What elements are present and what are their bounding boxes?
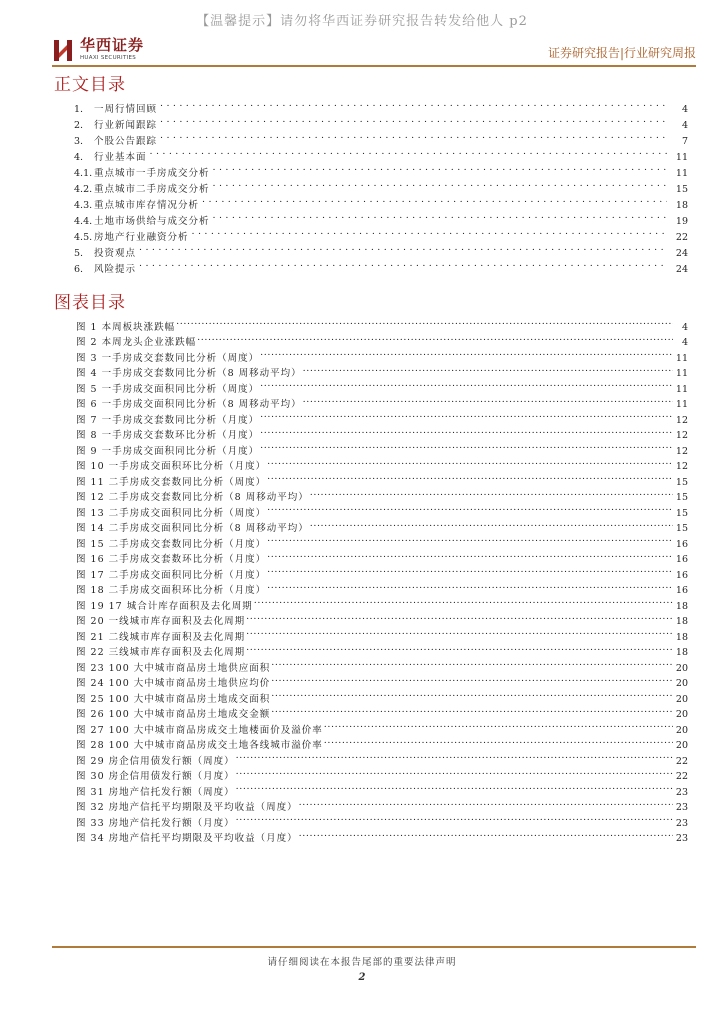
logo-chinese-name: 华西证券 <box>80 36 145 55</box>
figure-entry-label: 图 20 一线城市库存面积及去化周期 <box>76 616 246 627</box>
figure-index-list <box>76 314 688 844</box>
figure-entry-page: 20 <box>675 662 688 674</box>
toc-entry-label: 风险提示 <box>94 264 137 275</box>
figure-entry-page: 22 <box>675 755 688 767</box>
figure-entry-label: 图 33 房地产信托发行额（月度） <box>76 817 235 829</box>
figure-entry-label: 图 32 房地产信托平均期限及平均收益（周度） <box>76 802 298 813</box>
dot-leader <box>213 208 667 224</box>
figure-entry-page: 12 <box>675 445 688 457</box>
dot-leader <box>260 438 673 454</box>
dot-leader <box>176 314 673 330</box>
figure-entry-page: 11 <box>675 383 688 395</box>
figure-entry-page: 4 <box>681 321 688 333</box>
figure-entry-label: 图 18 二手房成交面积环比分析（月度） <box>76 585 267 596</box>
dot-leader <box>260 345 673 361</box>
dot-leader <box>246 640 673 656</box>
toc-entry[interactable] <box>74 128 688 147</box>
figure-index-title: 图表目录 <box>54 293 126 313</box>
dot-leader <box>246 609 673 625</box>
dot-leader <box>271 655 673 671</box>
figure-entry-page: 12 <box>675 430 688 441</box>
dot-leader <box>303 361 673 377</box>
figure-entry-page: 23 <box>675 802 688 813</box>
toc-entry-page: 18 <box>675 200 688 211</box>
figure-entry-page: 20 <box>675 724 688 736</box>
figure-entry-page: 18 <box>675 600 688 612</box>
dot-leader <box>236 748 673 764</box>
figure-entry-page: 20 <box>675 740 688 751</box>
legal-disclaimer: 请仔细阅读在本报告尾部的重要法律声明 <box>267 957 457 968</box>
toc-entry-page: 22 <box>675 232 688 243</box>
toc-entry-number: 4.5. <box>74 232 93 243</box>
figure-entry-label: 图 1 本周板块涨跌幅 <box>76 321 176 333</box>
figure-entry-page: 18 <box>675 631 688 643</box>
figure-entry-label: 图 4 一手房成交套数同比分析（8 周移动平均） <box>76 368 302 379</box>
figure-entry-page: 4 <box>681 337 688 348</box>
toc-entry[interactable] <box>74 96 688 115</box>
figure-entry-label: 图 13 二手房成交面积同比分析（周度） <box>76 507 267 519</box>
toc-entry-label: 房地产行业融资分析 <box>94 232 189 243</box>
dot-leader <box>267 578 673 594</box>
figure-entry-page: 16 <box>675 538 688 550</box>
figure-entry-label: 图 19 17 城合计库存面积及去化周期 <box>76 600 253 612</box>
figure-entry-label: 图 23 100 大中城市商品房土地供应面积 <box>76 662 271 674</box>
figure-entry-label: 图 7 一手房成交套数同比分析（月度） <box>76 414 260 426</box>
report-type-label: 证券研究报告|行业研究周报 <box>547 46 696 60</box>
company-logo <box>52 36 144 64</box>
figure-entry-label: 图 6 一手房成交面积同比分析（8 周移动平均） <box>76 399 302 410</box>
figure-entry-page: 15 <box>675 476 688 488</box>
figure-entry-label: 图 14 二手房成交面积同比分析（8 周移动平均） <box>76 523 309 534</box>
figure-entry-page: 12 <box>675 461 688 472</box>
dot-leader <box>267 454 673 470</box>
toc-entry-page: 24 <box>675 248 688 259</box>
dot-leader <box>271 671 673 687</box>
figure-entry-page: 23 <box>675 817 688 829</box>
figure-entry-label: 图 26 100 大中城市商品房土地成交金额 <box>76 709 271 720</box>
dot-leader <box>310 516 673 532</box>
figure-entry-page: 12 <box>675 414 688 426</box>
figure-entry-label: 图 17 二手房成交面积同比分析（月度） <box>76 569 267 581</box>
figure-entry[interactable] <box>76 314 688 333</box>
figure-entry-page: 23 <box>675 786 688 798</box>
dot-leader <box>139 256 667 272</box>
forwarding-notice: 【温馨提示】请勿将华西证券研究报告转发给他人 p2 <box>196 14 528 29</box>
toc-list <box>74 96 688 275</box>
toc-entry-label: 一周行情回顾 <box>94 104 158 115</box>
toc-entry[interactable] <box>74 112 688 131</box>
dot-leader <box>267 469 673 485</box>
figure-entry-label: 图 24 100 大中城市商品房土地供应均价 <box>76 678 271 689</box>
logo-english-name: HUAXI SECURITIES <box>80 55 137 62</box>
dot-leader <box>271 702 673 718</box>
figure-entry-label: 图 10 一手房成交面积环比分析（月度） <box>76 461 267 472</box>
figure-entry-page: 15 <box>675 507 688 519</box>
figure-entry-page: 15 <box>675 523 688 534</box>
figure-entry-page: 16 <box>675 554 688 565</box>
figure-entry-page: 20 <box>675 709 688 720</box>
dot-leader <box>299 826 673 842</box>
page-header <box>52 36 696 64</box>
dot-leader <box>254 593 673 609</box>
toc-entry[interactable] <box>74 256 688 275</box>
dot-leader <box>324 733 673 749</box>
dot-leader <box>236 764 673 780</box>
toc-entry-page: 24 <box>675 264 688 275</box>
huaxi-logo-icon <box>52 37 74 63</box>
toc-entry-label: 个股公告跟踪 <box>94 136 158 147</box>
dot-leader <box>160 96 667 112</box>
figure-entry-page: 18 <box>675 647 688 658</box>
toc-entry-number: 4.3. <box>74 200 93 211</box>
footer-divider <box>52 946 696 948</box>
figure-entry-label: 图 34 房地产信托平均期限及平均收益（月度） <box>76 833 298 844</box>
toc-entry-number: 6. <box>74 264 84 275</box>
dot-leader <box>202 192 667 208</box>
page-number: 2 <box>358 972 366 983</box>
toc-entry-number: 4. <box>74 152 84 163</box>
dot-leader <box>303 392 673 408</box>
dot-leader <box>267 531 673 547</box>
dot-leader <box>150 144 667 160</box>
toc-entry-label: 重点城市一手房成交分析 <box>94 168 210 179</box>
toc-entry-number: 2. <box>74 120 84 131</box>
dot-leader <box>160 128 667 144</box>
figure-entry-page: 18 <box>675 616 688 627</box>
toc-entry-number: 4.4. <box>74 216 93 227</box>
dot-leader <box>260 423 673 439</box>
dot-leader <box>160 112 667 128</box>
figure-entry-label: 图 3 一手房成交套数同比分析（周度） <box>76 352 260 364</box>
dot-leader <box>267 562 673 578</box>
header-divider <box>52 65 696 67</box>
figure-entry-page: 11 <box>675 352 688 364</box>
dot-leader <box>213 176 667 192</box>
dot-leader <box>236 810 673 826</box>
dot-leader <box>236 779 673 795</box>
figure-entry-page: 11 <box>675 368 688 379</box>
figure-entry-label: 图 30 房企信用债发行额（月度） <box>76 771 235 782</box>
figure-entry-page: 23 <box>675 833 688 844</box>
toc-entry-page: 19 <box>675 216 688 227</box>
figure-entry-page: 20 <box>675 678 688 689</box>
figure-entry-label: 图 22 三线城市库存面积及去化周期 <box>76 647 246 658</box>
figure-entry-page: 20 <box>675 693 688 705</box>
toc-entry-page: 11 <box>675 152 688 163</box>
dot-leader <box>299 795 673 811</box>
figure-entry-label: 图 27 100 大中城市商品房成交土地楼面价及溢价率 <box>76 724 323 736</box>
toc-title: 正文目录 <box>54 75 126 95</box>
figure-entry-label: 图 9 一手房成交面积同比分析（月度） <box>76 445 260 457</box>
figure-entry-label: 图 8 一手房成交套数环比分析（月度） <box>76 430 260 441</box>
dot-leader <box>271 686 673 702</box>
dot-leader <box>267 500 673 516</box>
toc-entry-number: 4.2. <box>74 184 93 195</box>
figure-entry-page: 11 <box>675 399 688 410</box>
dot-leader <box>213 160 667 176</box>
toc-entry-number: 1. <box>74 104 84 115</box>
toc-entry-page: 4 <box>681 104 688 115</box>
figure-entry-page: 15 <box>675 492 688 503</box>
figure-entry-page: 22 <box>675 771 688 782</box>
figure-entry-label: 图 2 本周龙头企业涨跌幅 <box>76 337 197 348</box>
toc-entry-label: 土地市场供给与成交分析 <box>94 216 210 227</box>
figure-entry-label: 图 12 二手房成交套数同比分析（8 周移动平均） <box>76 492 309 503</box>
toc-entry-page: 7 <box>681 136 688 147</box>
toc-entry[interactable] <box>74 240 688 259</box>
dot-leader <box>324 717 673 733</box>
toc-entry[interactable] <box>74 144 688 163</box>
figure-entry-label: 图 11 二手房成交套数同比分析（周度） <box>76 476 267 488</box>
dot-leader <box>192 224 667 240</box>
dot-leader <box>246 624 673 640</box>
toc-entry-page: 15 <box>675 184 688 195</box>
figure-entry-label: 图 28 100 大中城市商品房成交土地各线城市溢价率 <box>76 740 323 751</box>
toc-entry[interactable] <box>74 160 688 179</box>
dot-leader <box>197 330 673 346</box>
dot-leader <box>260 376 673 392</box>
toc-entry-number: 3. <box>74 136 84 147</box>
toc-entry-number: 5. <box>74 248 84 259</box>
dot-leader <box>139 240 667 256</box>
toc-entry-label: 重点城市库存情况分析 <box>94 200 200 211</box>
toc-entry-label: 行业新闻跟踪 <box>94 120 158 131</box>
figure-entry-label: 图 21 二线城市库存面积及去化周期 <box>76 631 246 643</box>
figure-entry-label: 图 25 100 大中城市商品房土地成交面积 <box>76 693 271 705</box>
toc-entry-page: 11 <box>675 168 688 179</box>
dot-leader <box>310 485 673 501</box>
dot-leader <box>260 407 673 423</box>
figure-entry-label: 图 31 房地产信托发行额（周度） <box>76 786 235 798</box>
figure-entry-page: 16 <box>675 585 688 596</box>
figure-entry-page: 16 <box>675 569 688 581</box>
toc-entry-page: 4 <box>681 120 688 131</box>
toc-entry-label: 投资观点 <box>94 248 137 259</box>
dot-leader <box>267 547 673 563</box>
figure-entry-label: 图 15 二手房成交套数同比分析（月度） <box>76 538 267 550</box>
toc-entry-label: 重点城市二手房成交分析 <box>94 184 210 195</box>
figure-entry-label: 图 16 二手房成交套数环比分析（月度） <box>76 554 267 565</box>
toc-entry-number: 4.1. <box>74 168 93 179</box>
figure-entry-label: 图 5 一手房成交面积同比分析（周度） <box>76 383 260 395</box>
toc-entry-label: 行业基本面 <box>94 152 147 163</box>
figure-entry-label: 图 29 房企信用债发行额（周度） <box>76 755 235 767</box>
